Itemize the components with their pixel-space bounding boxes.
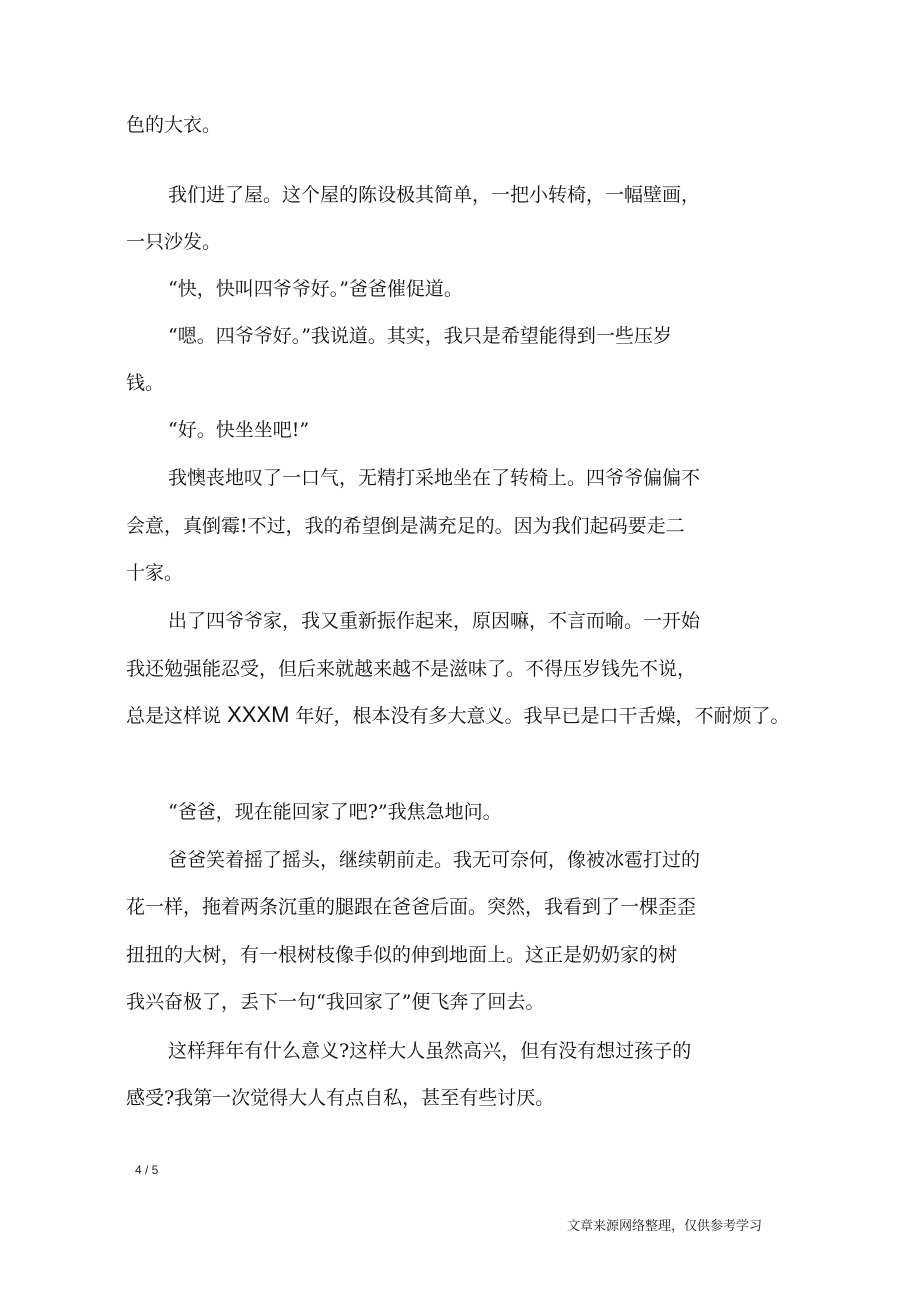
paragraph-line: 扭扭的大树，有一根树枝像手似的伸到地面上。这正是奶奶家的树 bbox=[126, 944, 678, 966]
paragraph-line: 会意，真倒霉!不过，我的希望倒是满充足的。因为我们起码要走二 bbox=[126, 515, 685, 537]
paragraph-line: 花一样，拖着两条沉重的腿跟在爸爸后面。突然，我看到了一棵歪歪 bbox=[126, 896, 697, 918]
paragraph-line: 十家。 bbox=[126, 562, 184, 584]
paragraph-line: 我兴奋极了，丢下一句“我回家了”便飞奔了回去。 bbox=[126, 991, 545, 1013]
footer-note: 文章来源网络整理，仅供参考学习 bbox=[567, 1219, 763, 1234]
placeholder-text: XXXM bbox=[227, 702, 290, 727]
paragraph-line: 我们进了屋。这个屋的陈设极其简单，一把小转椅，一幅壁画， bbox=[168, 184, 701, 206]
paragraph-line: 这样拜年有什么意义?这样大人虽然高兴，但有没有想过孩子的 bbox=[168, 1040, 692, 1062]
paragraph-line: 色的大衣。 bbox=[126, 114, 222, 136]
paragraph-line: 我懊丧地叹了一口气，无精打采地坐在了转椅上。四爷爷偏偏不 bbox=[168, 467, 701, 489]
mixed-text-line bbox=[126, 703, 789, 728]
paragraph-line: 出了四爷爷家，我又重新振作起来，原因嘛，不言而喻。一开始 bbox=[168, 610, 701, 632]
paragraph-line: 钱。 bbox=[126, 372, 165, 394]
paragraph-line: “快，快叫四爷爷好。”爸爸催促道。 bbox=[168, 278, 463, 300]
paragraph-line: 我还勉强能忍受，但后来就越来越不是滋味了。不得压岁钱先不说， bbox=[126, 658, 697, 680]
paragraph-line: 一只沙发。 bbox=[126, 231, 222, 253]
page-number: 4 / 5 bbox=[135, 1163, 159, 1177]
paragraph-line: “嗯。四爷爷好。”我说道。其实，我只是希望能得到一些压岁 bbox=[168, 325, 672, 347]
paragraph-line: 爸爸笑着摇了摇头，继续朝前走。我无可奈何，像被冰雹打过的 bbox=[168, 849, 701, 871]
paragraph-line: 感受?我第一次觉得大人有点自私，甚至有些讨厌。 bbox=[126, 1087, 555, 1109]
paragraph-line: “爸爸，现在能回家了吧?”我焦急地问。 bbox=[168, 801, 502, 823]
line-suffix: 年好，根本没有多大意义。我早已是口干舌燥，不耐烦了。 bbox=[295, 705, 790, 727]
line-prefix: 总是这样说 bbox=[126, 705, 222, 727]
paragraph-line: “好。快坐坐吧!” bbox=[168, 419, 310, 441]
